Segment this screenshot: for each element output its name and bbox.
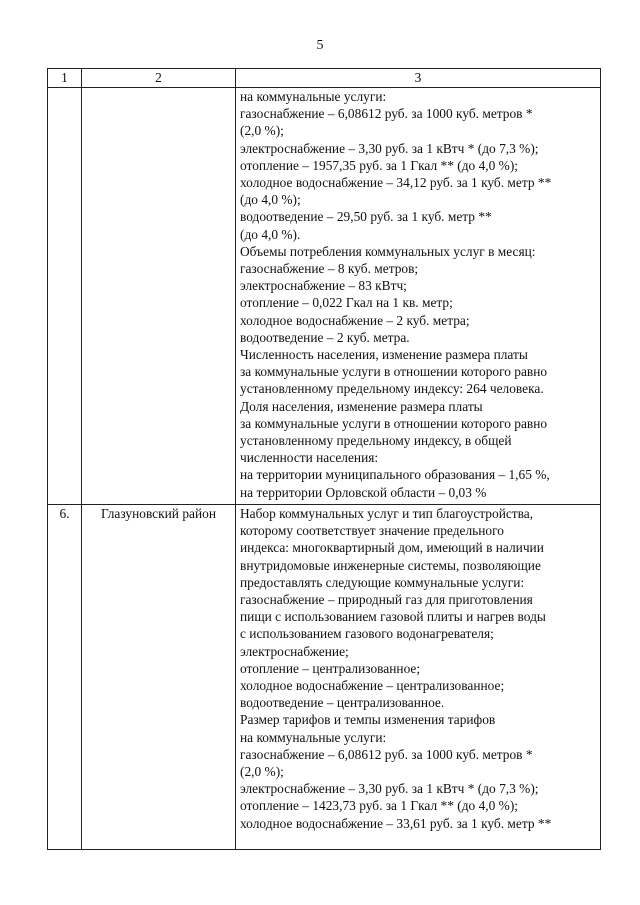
table-row (48, 88, 601, 505)
content-line: индекса: многоквартирный дом, имеющий в наличии (240, 540, 544, 556)
content-line: установленному предельному индексу: 264 человека. (240, 381, 544, 397)
content-line: электроснабжение – 3,30 руб. за 1 кВтч * (до 7,3 %); (240, 781, 539, 797)
content-line: внутридомовые инженерные системы, позволяющие (240, 557, 541, 573)
content-line: Численность населения, изменение размера платы (240, 347, 528, 363)
content-line: отопление – 0,022 Гкал на 1 кв. метр; (240, 295, 453, 311)
table-row (48, 505, 601, 850)
content-line: Размер тарифов и темпы изменения тарифов (240, 712, 496, 728)
content-line: (до 4,0 %); (240, 192, 301, 208)
page-number: 5 (316, 38, 324, 53)
content-cell (236, 88, 601, 505)
content-line: газоснабжение – природный газ для приготовления (240, 592, 533, 608)
table-header-row (48, 69, 601, 88)
content-line: газоснабжение – 8 куб. метров; (240, 261, 419, 277)
content-line: (2,0 %); (240, 123, 284, 139)
content-line: которому соответствует значение предельного (240, 523, 504, 539)
content-line: на территории Орловской области – 0,03 % (240, 484, 487, 500)
content-line: на коммунальные услуги: (240, 729, 387, 745)
content-line: (2,0 %); (240, 764, 284, 780)
content-line: холодное водоснабжение – централизованное; (240, 678, 505, 694)
content-line: пищи с использованием газовой плиты и нагрев воды (240, 609, 546, 625)
content-line: водоотведение – 2 куб. метра. (240, 329, 410, 345)
content-line: электроснабжение – 3,30 руб. за 1 кВтч * (до 7,3 %); (240, 140, 539, 156)
content-line: установленному предельному индексу, в общей (240, 433, 512, 449)
column-header-content: 3 (236, 69, 601, 88)
row-number-cell: 6. (48, 505, 82, 850)
content-line: водоотведение – 29,50 руб. за 1 куб. метр ** (240, 209, 492, 225)
content-line: с использованием газового водонагревателя; (240, 626, 494, 642)
content-line: предоставлять следующие коммунальные услуги: (240, 574, 525, 590)
row-number-cell (48, 88, 82, 505)
content-line: (до 4,0 %). (240, 226, 301, 242)
content-line: электроснабжение; (240, 643, 349, 659)
content-line: отопление – 1423,73 руб. за 1 Гкал ** (до 4,0 %); (240, 798, 518, 814)
content-line: численности населения: (240, 450, 379, 466)
content-line: на коммунальные услуги: (240, 89, 387, 104)
content-line: за коммунальные услуги в отношении которого равно (240, 364, 548, 380)
content-line: газоснабжение – 6,08612 руб. за 1000 куб. метров * (240, 746, 533, 762)
content-line: водоотведение – централизованное. (240, 695, 445, 711)
content-line: холодное водоснабжение – 34,12 руб. за 1 куб. метр ** (240, 175, 552, 191)
district-cell (82, 88, 236, 505)
column-header-district: 2 (82, 69, 236, 88)
content-line: Набор коммунальных услуг и тип благоустройства, (240, 506, 534, 521)
content-line: холодное водоснабжение – 33,61 руб. за 1 куб. метр ** (240, 815, 552, 831)
content-line: Объемы потребления коммунальных услуг в месяц: (240, 243, 536, 259)
column-header-number: 1 (48, 69, 82, 88)
content-line: Доля населения, изменение размера платы (240, 398, 483, 414)
content-cell (236, 505, 601, 850)
content-line: отопление – 1957,35 руб. за 1 Гкал ** (до 4,0 %); (240, 157, 518, 173)
content-line: за коммунальные услуги в отношении которого равно (240, 415, 548, 431)
content-line: газоснабжение – 6,08612 руб. за 1000 куб. метров * (240, 106, 533, 122)
content-line: на территории муниципального образования – 1,65 %, (240, 467, 550, 483)
content-line: электроснабжение – 83 кВтч; (240, 278, 407, 294)
district-cell: Глазуновский район (82, 505, 236, 850)
tariff-table (47, 68, 601, 850)
content-line: отопление – централизованное; (240, 660, 421, 676)
content-line: холодное водоснабжение – 2 куб. метра; (240, 312, 470, 328)
